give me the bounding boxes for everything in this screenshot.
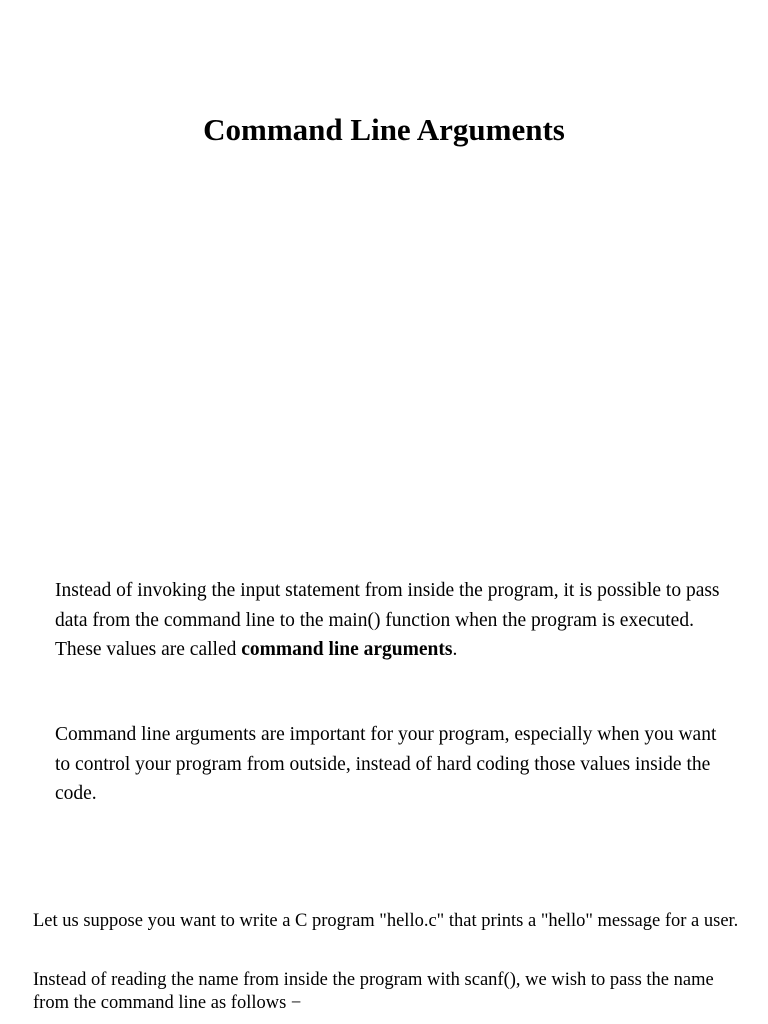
intro-text-end: . (452, 639, 458, 660)
intro-paragraph (55, 576, 727, 665)
scanf-paragraph: Instead of reading the name from inside the program with scanf(), we wish to pass the name from the command line as follows − (33, 970, 714, 1013)
intro-text-start: Instead of invoking the input statement from inside the program, it is possible to pass data from the command line to the main() function when the program is executed. These values are called (55, 580, 720, 660)
page-title: Command Line Arguments (203, 112, 565, 147)
importance-paragraph: Command line arguments are important for your program, especially when you want to control your program from outside, instead of hard coding those values inside the code. (55, 724, 717, 804)
example-paragraph: Let us suppose you want to write a C program "hello.c" that prints a "hello" message for a user. (33, 911, 739, 931)
intro-bold-term: command line arguments (241, 639, 453, 660)
